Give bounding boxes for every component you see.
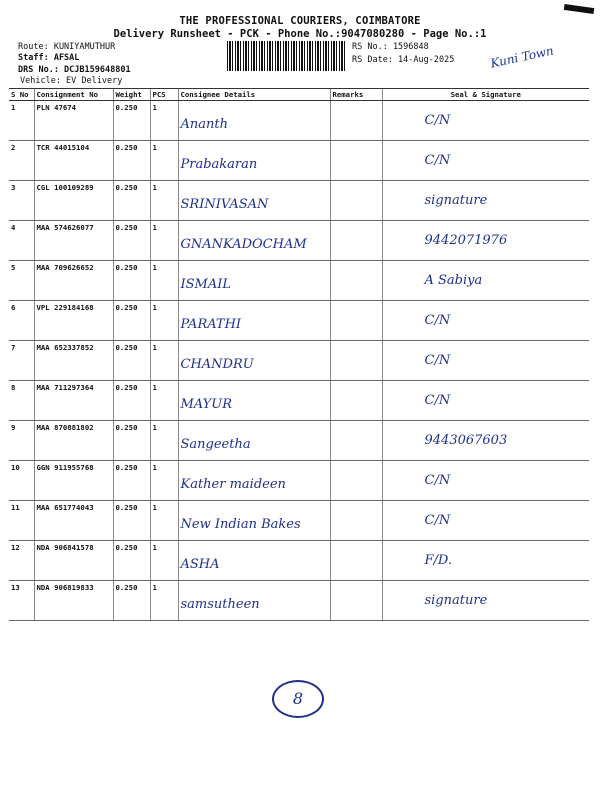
row-sno-text: 13 (11, 583, 20, 592)
seal-signature (382, 461, 589, 501)
row-sno-text: 8 (11, 383, 16, 392)
row-weight (113, 381, 150, 421)
row-pcs-text: 1 (152, 343, 157, 352)
consignee-name-text: CHANDRU (180, 357, 254, 372)
consignee-name (178, 221, 330, 261)
row-pcs-text: 1 (152, 383, 157, 392)
row-sno-text: 5 (11, 263, 16, 272)
col-remarks: Remarks (330, 89, 382, 101)
consignee-name (178, 501, 330, 541)
table-row (9, 501, 589, 541)
consignee-name-text: ASHA (180, 557, 220, 572)
row-sno (9, 381, 34, 421)
row-sno-text: 10 (11, 463, 20, 472)
row-pcs (150, 541, 178, 581)
seal-signature (382, 581, 589, 621)
consignee-name-text: Kather maideen (180, 477, 286, 492)
row-weight (113, 141, 150, 181)
row-pcs (150, 301, 178, 341)
row-weight-text: 0.250 (115, 223, 138, 232)
table-row (9, 341, 589, 381)
row-pcs (150, 581, 178, 621)
remarks-cell (330, 461, 382, 501)
row-weight-text: 0.250 (115, 263, 138, 272)
table-row (9, 181, 589, 221)
remarks-cell (330, 141, 382, 181)
row-weight-text: 0.250 (115, 543, 138, 552)
row-weight (113, 421, 150, 461)
consignee-name-text: Prabakaran (180, 157, 258, 172)
table-row (9, 301, 589, 341)
col-pcs: PCS (150, 89, 178, 101)
table-row (9, 101, 589, 141)
remarks-cell (330, 221, 382, 261)
row-pcs-text: 1 (152, 463, 157, 472)
consignee-name-text: Ananth (180, 117, 228, 132)
route-label: Route: KUNIYAMUTHUR (18, 42, 116, 52)
row-weight (113, 341, 150, 381)
seal-signature-text: F/D. (424, 553, 452, 568)
row-weight-text: 0.250 (115, 103, 138, 112)
table-row (9, 381, 589, 421)
col-consignment: Consignment No (34, 89, 113, 101)
consignment-number (34, 181, 113, 221)
row-sno-text: 3 (11, 183, 16, 192)
row-weight (113, 501, 150, 541)
consignment-number (34, 461, 113, 501)
row-weight (113, 261, 150, 301)
consignment-number (34, 341, 113, 381)
table-row (9, 421, 589, 461)
seal-signature (382, 101, 589, 141)
row-pcs (150, 341, 178, 381)
row-sno-text: 7 (11, 343, 16, 352)
seal-signature (382, 181, 589, 221)
seal-signature (382, 421, 589, 461)
row-pcs-text: 1 (152, 583, 157, 592)
table-row (9, 541, 589, 581)
remarks-cell (330, 101, 382, 141)
consignee-name (178, 461, 330, 501)
table-header-row (9, 89, 589, 101)
col-signature: Seal & Signature (382, 89, 589, 101)
consignment-number-text: NDA 906841578 (36, 543, 94, 552)
consignment-number-text: MAA 574626077 (36, 223, 94, 232)
row-sno (9, 261, 34, 301)
consignment-number (34, 141, 113, 181)
consignment-number-text: PLN 47674 (36, 103, 77, 112)
seal-signature-text: C/N (424, 153, 451, 168)
row-pcs-text: 1 (152, 223, 157, 232)
row-pcs (150, 461, 178, 501)
seal-signature (382, 301, 589, 341)
remarks-cell (330, 341, 382, 381)
consignee-name (178, 341, 330, 381)
remarks-cell (330, 501, 382, 541)
consignment-number (34, 581, 113, 621)
circled-total: 8 (272, 680, 324, 718)
seal-signature-text: A Sabiya (424, 273, 483, 288)
drs-number: DRS No.: DCJB159648801 (18, 65, 131, 75)
row-sno-text: 4 (11, 223, 16, 232)
consignee-name-text: ISMAIL (180, 277, 232, 292)
row-pcs-text: 1 (152, 543, 157, 552)
staff-label: Staff: AFSAL (18, 53, 80, 63)
consignment-number (34, 301, 113, 341)
seal-signature-text: signature (424, 593, 488, 608)
consignee-name (178, 141, 330, 181)
consignment-number-text: NDA 906819833 (36, 583, 94, 592)
company-title: THE PROFESSIONAL COURIERS, COIMBATORE (179, 15, 421, 27)
remarks-cell (330, 261, 382, 301)
consignee-name (178, 581, 330, 621)
consignment-number-text: TCR 44015104 (36, 143, 90, 152)
consignment-number (34, 221, 113, 261)
row-sno-text: 6 (11, 303, 16, 312)
consignee-name-text: New Indian Bakes (180, 517, 301, 532)
row-sno-text: 11 (11, 503, 20, 512)
row-sno (9, 141, 34, 181)
col-sno: S No (9, 89, 34, 101)
row-pcs (150, 501, 178, 541)
seal-signature-text: C/N (424, 113, 451, 128)
row-sno-text: 2 (11, 143, 16, 152)
col-consignee: Consignee Details (178, 89, 330, 101)
seal-signature-text: 9443067603 (424, 433, 508, 448)
consignee-name (178, 541, 330, 581)
remarks-cell (330, 181, 382, 221)
row-pcs-text: 1 (152, 423, 157, 432)
consignment-number-text: VPL 229184168 (36, 303, 94, 312)
row-weight-text: 0.250 (115, 423, 138, 432)
row-weight (113, 301, 150, 341)
seal-signature-text: C/N (424, 473, 451, 488)
barcode-image (227, 41, 347, 71)
consignee-name-text: samsutheen (180, 597, 260, 612)
seal-signature (382, 141, 589, 181)
consignee-name-text: Sangeetha (180, 437, 251, 452)
row-pcs-text: 1 (152, 503, 157, 512)
consignment-number (34, 421, 113, 461)
seal-signature (382, 261, 589, 301)
seal-signature-text: C/N (424, 513, 451, 528)
row-weight-text: 0.250 (115, 143, 138, 152)
consignment-number-text: GGN 911955768 (36, 463, 94, 472)
row-pcs-text: 1 (152, 303, 157, 312)
row-sno-text: 12 (11, 543, 20, 552)
seal-signature (382, 501, 589, 541)
vehicle-label: Vehicle: EV Delivery (20, 76, 123, 86)
seal-signature-text: signature (424, 193, 488, 208)
seal-signature (382, 381, 589, 421)
row-weight (113, 461, 150, 501)
remarks-cell (330, 381, 382, 421)
consignee-name-text: MAYUR (180, 397, 232, 412)
consignee-name (178, 261, 330, 301)
row-weight-text: 0.250 (115, 503, 138, 512)
table-row (9, 461, 589, 501)
row-weight (113, 101, 150, 141)
row-pcs-text: 1 (152, 143, 157, 152)
table-row (9, 581, 589, 621)
row-sno (9, 541, 34, 581)
remarks-cell (330, 301, 382, 341)
consignee-name (178, 421, 330, 461)
corner-mark (564, 4, 595, 14)
row-sno (9, 221, 34, 261)
row-weight (113, 181, 150, 221)
consignment-number-text: MAA 652337852 (36, 343, 94, 352)
row-pcs (150, 421, 178, 461)
table-row (9, 261, 589, 301)
row-pcs (150, 101, 178, 141)
seal-signature-text: C/N (424, 353, 451, 368)
row-sno-text: 9 (11, 423, 16, 432)
row-sno (9, 581, 34, 621)
row-pcs-text: 1 (152, 263, 157, 272)
consignee-name-text: GNANKADOCHAM (180, 237, 307, 252)
consignment-number (34, 101, 113, 141)
row-sno (9, 421, 34, 461)
row-sno (9, 101, 34, 141)
consignment-number-text: CGL 100109289 (36, 183, 94, 192)
runsheet-subtitle: Delivery Runsheet - PCK - Phone No.:9047080280 - Page No.:1 (113, 28, 487, 40)
row-weight-text: 0.250 (115, 303, 138, 312)
row-weight-text: 0.250 (115, 383, 138, 392)
consignee-name-text: SRINIVASAN (180, 197, 269, 212)
seal-signature (382, 541, 589, 581)
handwritten-area-note: Kuni Town (489, 43, 555, 71)
consignment-number-text: MAA 651774043 (36, 503, 94, 512)
table-row (9, 221, 589, 261)
seal-signature-text: C/N (424, 393, 451, 408)
rs-date: RS Date: 14-Aug-2025 (352, 55, 455, 65)
row-pcs (150, 221, 178, 261)
consignment-number-text: MAA 709626652 (36, 263, 94, 272)
row-weight (113, 581, 150, 621)
row-weight-text: 0.250 (115, 463, 138, 472)
seal-signature (382, 341, 589, 381)
table-row (9, 141, 589, 181)
consignee-name (178, 381, 330, 421)
consignment-number (34, 381, 113, 421)
row-weight-text: 0.250 (115, 583, 138, 592)
seal-signature (382, 221, 589, 261)
row-pcs-text: 1 (152, 103, 157, 112)
consignment-number-text: MAA 870881802 (36, 423, 94, 432)
col-weight: Weight (113, 89, 150, 101)
row-weight-text: 0.250 (115, 343, 138, 352)
row-pcs (150, 261, 178, 301)
consignment-number (34, 541, 113, 581)
row-sno (9, 461, 34, 501)
rs-number: RS No.: 1596848 (352, 42, 429, 52)
consignment-number-text: MAA 711297364 (36, 383, 94, 392)
row-pcs-text: 1 (152, 183, 157, 192)
seal-signature-text: 9442071976 (424, 233, 508, 248)
consignee-name-text: PARATHI (180, 317, 242, 332)
seal-signature-text: C/N (424, 313, 451, 328)
remarks-cell (330, 581, 382, 621)
consignment-number (34, 501, 113, 541)
row-weight-text: 0.250 (115, 183, 138, 192)
row-weight (113, 541, 150, 581)
consignee-name (178, 301, 330, 341)
row-sno (9, 181, 34, 221)
consignee-name (178, 181, 330, 221)
row-sno-text: 1 (11, 103, 16, 112)
row-sno (9, 501, 34, 541)
row-pcs (150, 141, 178, 181)
remarks-cell (330, 541, 382, 581)
row-sno (9, 301, 34, 341)
runsheet-table (9, 88, 589, 621)
consignment-number (34, 261, 113, 301)
remarks-cell (330, 421, 382, 461)
row-pcs (150, 181, 178, 221)
row-weight (113, 221, 150, 261)
consignee-name (178, 101, 330, 141)
row-sno (9, 341, 34, 381)
row-pcs (150, 381, 178, 421)
